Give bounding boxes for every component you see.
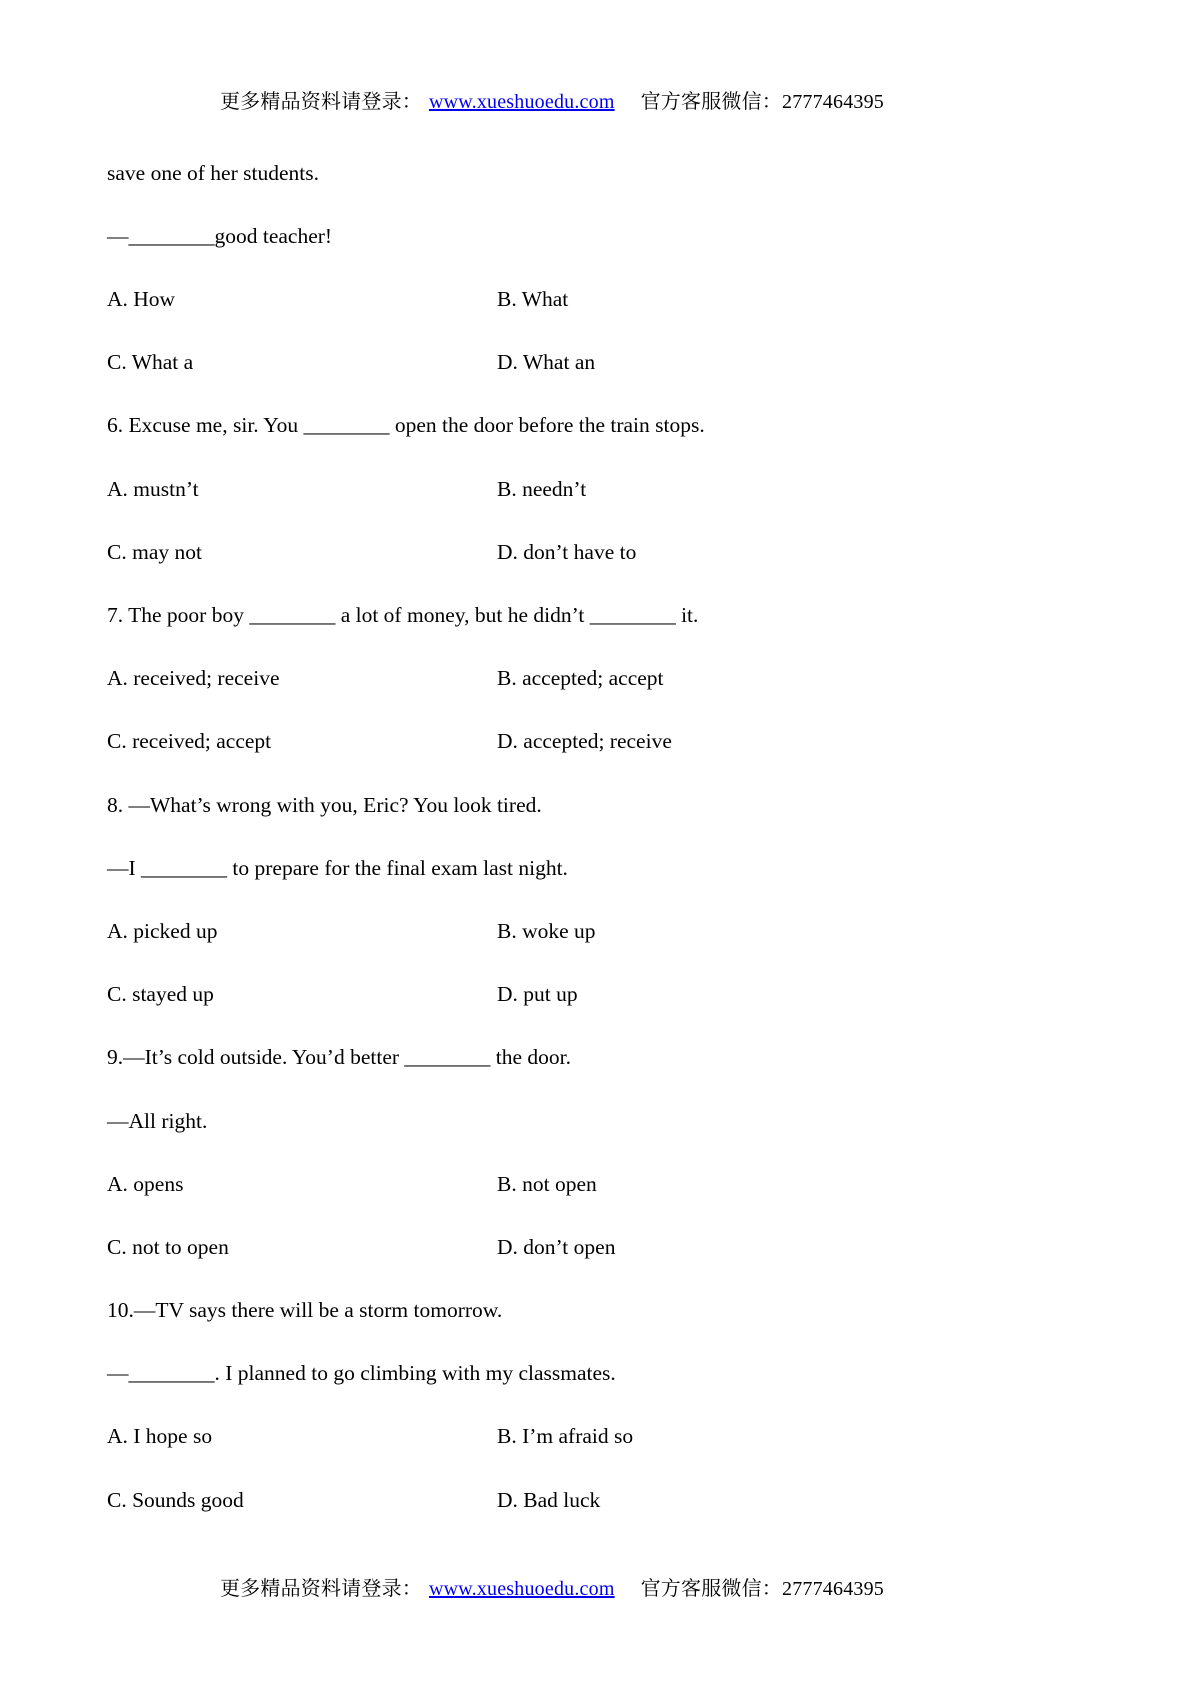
line-text: 10.—TV says there will be a storm tomorrow.	[107, 1298, 503, 1323]
option-c: C. stayed up	[107, 982, 214, 1007]
option-a: A. mustn’t	[107, 476, 199, 501]
option-row	[107, 648, 1150, 711]
option-d: D. don’t open	[497, 1234, 616, 1259]
option-a: A. opens	[107, 1171, 184, 1196]
option-c: C. may not	[107, 539, 202, 564]
option-b: B. needn’t	[497, 476, 587, 501]
question-line	[107, 774, 1150, 837]
page-footer	[0, 1572, 1104, 1601]
option-row	[107, 1469, 1150, 1532]
option-b: B. accepted; accept	[497, 666, 664, 691]
option-row	[107, 963, 1150, 1026]
question-line	[107, 1027, 1150, 1090]
option-row	[107, 268, 1150, 331]
option-row	[107, 711, 1150, 774]
option-d: D. accepted; receive	[497, 729, 672, 754]
option-b: B. woke up	[497, 918, 596, 943]
option-c: C. What a	[107, 350, 194, 375]
footer-suffix: 官方客服微信：2777464395	[640, 1578, 884, 1600]
dialog-line	[107, 1090, 1150, 1153]
header-site-link[interactable]: www.xueshuoedu.com	[428, 91, 615, 113]
option-row	[107, 332, 1150, 395]
option-a: A. I hope so	[107, 1424, 213, 1449]
option-b: B. not open	[497, 1171, 597, 1196]
option-c: C. not to open	[107, 1234, 229, 1259]
option-a: A. picked up	[107, 918, 218, 943]
question-line	[107, 584, 1150, 647]
option-c: C. received; accept	[107, 729, 272, 754]
line-text: 9.—It’s cold outside. You’d better ________ the door.	[107, 1045, 572, 1070]
option-b: B. I’m afraid so	[497, 1424, 634, 1449]
line-text: —________. I planned to go climbing with my classmates.	[107, 1361, 616, 1386]
line-text: 8. —What’s wrong with you, Eric? You look tired.	[107, 792, 542, 817]
option-c: C. Sounds good	[107, 1487, 244, 1512]
dialog-line	[107, 1343, 1150, 1406]
question-line	[107, 395, 1150, 458]
line-text: save one of her students.	[107, 160, 319, 185]
line-text: 7. The poor boy ________ a lot of money, but he didn’t ________ it.	[107, 603, 699, 627]
option-row	[107, 1153, 1150, 1216]
line-text: —________good teacher!	[107, 223, 333, 248]
header-suffix: 官方客服微信：2777464395	[640, 91, 884, 113]
page-header	[0, 85, 1104, 114]
line-text: —All right.	[107, 1108, 208, 1133]
option-row	[107, 1216, 1150, 1279]
dialog-line	[107, 205, 1150, 268]
option-d: D. put up	[497, 982, 578, 1007]
option-b: B. What	[497, 287, 569, 312]
option-row	[107, 521, 1150, 584]
line-text: 6. Excuse me, sir. You ________ open the door before the train stops.	[107, 413, 705, 438]
header-prefix: 更多精品资料请登录：	[219, 91, 422, 113]
option-row	[107, 458, 1150, 521]
exam-body	[107, 142, 1150, 1532]
dialog-line	[107, 837, 1150, 900]
option-a: A. received; receive	[107, 666, 280, 691]
option-row	[107, 900, 1150, 963]
option-a: A. How	[107, 287, 176, 312]
footer-prefix: 更多精品资料请登录：	[219, 1578, 422, 1600]
option-d: D. don’t have to	[497, 539, 637, 564]
question-line	[107, 1279, 1150, 1342]
option-row	[107, 1406, 1150, 1469]
option-d: D. What an	[497, 350, 596, 375]
footer-site-link[interactable]: www.xueshuoedu.com	[428, 1578, 615, 1600]
line-text: —I ________ to prepare for the final exam last night.	[107, 855, 568, 880]
option-d: D. Bad luck	[497, 1487, 601, 1512]
sentence-line	[107, 142, 1150, 205]
